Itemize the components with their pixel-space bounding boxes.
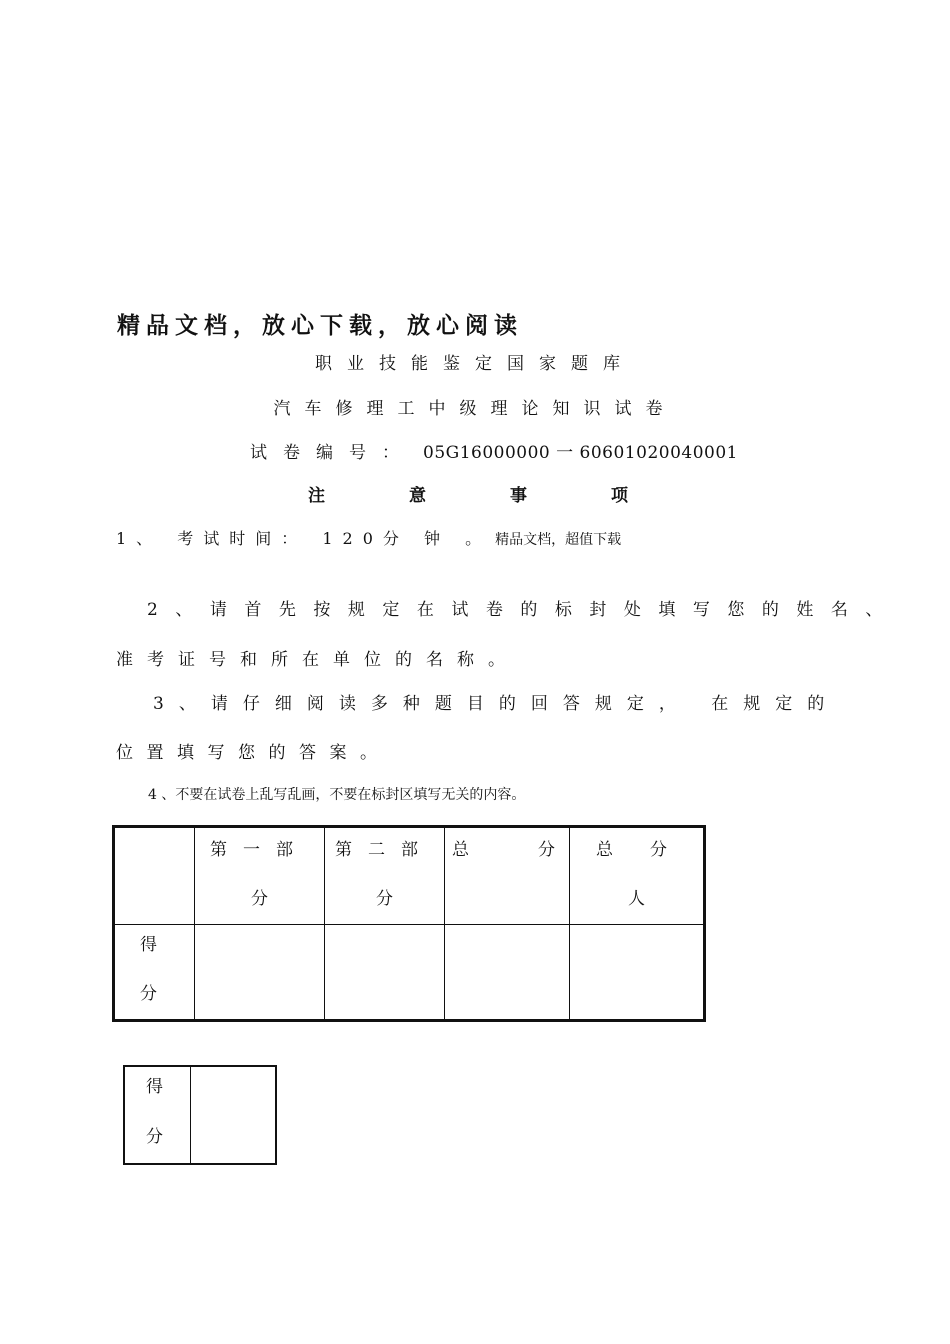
part-one-header (195, 827, 325, 925)
total-score-header-left: 总 (452, 840, 469, 860)
header-banner: 精品文档，放心下载，放心阅读 (117, 313, 523, 339)
notice-heading-char: 意 (409, 486, 426, 506)
exam-paper-title: 汽车修理工中级理论知识试卷 (273, 399, 677, 419)
part-one-header-line-1: 第一部 (210, 840, 309, 860)
notice-item-3-line-2: 位置填写您的答案。 (116, 743, 391, 763)
paper-number-line (250, 438, 738, 463)
total-score-header (445, 827, 570, 925)
part-two-header-line-1: 第二部 (335, 840, 434, 860)
part-one-header-line-2: 分 (251, 889, 268, 909)
total-score-cell[interactable] (445, 925, 570, 1021)
score-table (112, 825, 706, 1022)
scorer-header-line-1: 总 分 (596, 840, 677, 860)
notice-heading-char: 项 (611, 486, 628, 506)
exam-bank-title: 职业技能鉴定国家题库 (315, 354, 635, 374)
section-score-label (124, 1066, 191, 1164)
score-row-label-char-1: 得 (140, 935, 157, 955)
scorer-header (570, 827, 705, 925)
score-table-score-row (114, 925, 705, 1021)
section-score-label-char-1: 得 (146, 1077, 163, 1097)
part-two-score-cell[interactable] (325, 925, 445, 1021)
notice-item-4: 4 、不要在试卷上乱写乱画，不要在标封区填写无关的内容。 (148, 787, 526, 803)
score-row-label (114, 925, 195, 1021)
score-table-corner-cell (114, 827, 195, 925)
notice-heading-char: 事 (510, 486, 527, 506)
section-score-row (124, 1066, 276, 1164)
part-one-score-cell[interactable] (195, 925, 325, 1021)
paper-number-label: 试卷编号： (250, 443, 415, 463)
score-row-label-char-2: 分 (140, 984, 157, 1004)
part-two-header-line-2: 分 (376, 889, 393, 909)
paper-number-value: 05G16000000 一 60601020040001 (423, 443, 738, 463)
notice-item-2-line-1: 2、请首先按规定在试卷的标封处填写您的姓名、 (147, 600, 900, 620)
notice-item-1 (116, 526, 621, 549)
section-score-label-char-2: 分 (146, 1127, 163, 1147)
notice-item-3-line-1: 3、请仔细阅读多种题目的回答规定， 在规定的 (153, 694, 840, 714)
score-table-header-row (114, 827, 705, 925)
part-two-header (325, 827, 445, 925)
scorer-cell[interactable] (570, 925, 705, 1021)
notice-heading-char: 注 (308, 486, 325, 506)
notice-heading (308, 481, 712, 506)
section-score-value-cell[interactable] (191, 1066, 277, 1164)
notice-item-2-line-2: 准考证号和所在单位的名称。 (116, 650, 519, 670)
scorer-header-line-2: 人 (628, 889, 645, 909)
notice-item-1-note: 精品文档，超值下载 (495, 532, 622, 548)
notice-item-1-text: 1、 考试时间： 120分 钟 。 (116, 529, 492, 548)
total-score-header-right: 分 (538, 840, 555, 860)
section-score-table (123, 1065, 277, 1165)
